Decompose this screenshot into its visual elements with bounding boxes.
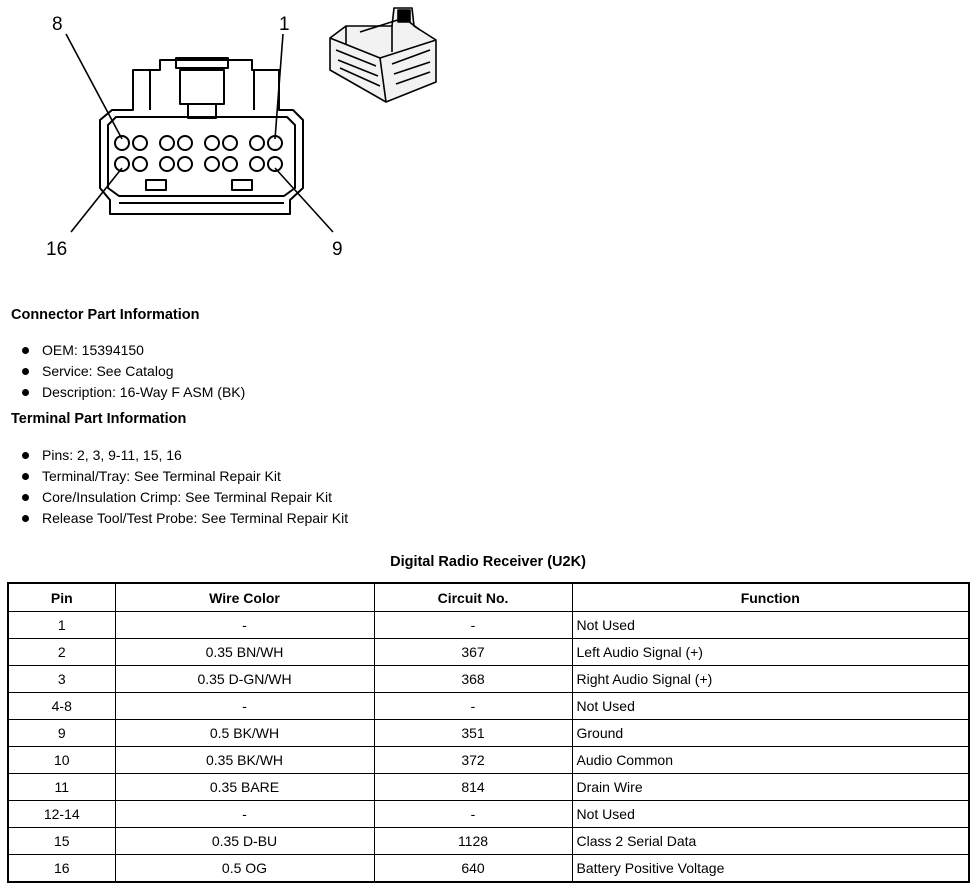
connector-3d-icon xyxy=(330,8,436,102)
cell-wire-color: 0.35 D-GN/WH xyxy=(115,666,374,693)
cell-circuit-no: 1128 xyxy=(374,828,572,855)
pin-row-bottom xyxy=(115,157,282,171)
cell-circuit-no: 372 xyxy=(374,747,572,774)
connector-diagram xyxy=(0,0,460,270)
table-row xyxy=(8,693,969,720)
cell-pin: 12-14 xyxy=(8,801,115,828)
table-row xyxy=(8,612,969,639)
cell-function: Not Used xyxy=(572,693,969,720)
cell-circuit-no: 368 xyxy=(374,666,572,693)
cell-wire-color: - xyxy=(115,693,374,720)
cell-wire-color: 0.35 BN/WH xyxy=(115,639,374,666)
connector-info-title: Connector Part Information xyxy=(11,307,200,323)
table-row xyxy=(8,774,969,801)
list-item: Pins: 2, 3, 9-11, 15, 16 xyxy=(22,445,348,466)
cell-wire-color: 0.5 OG xyxy=(115,855,374,883)
cell-wire-color: - xyxy=(115,612,374,639)
callout-16: 16 xyxy=(46,239,68,260)
table-row xyxy=(8,720,969,747)
cell-wire-color: - xyxy=(115,801,374,828)
bullet-icon xyxy=(22,452,29,459)
callout-9: 9 xyxy=(332,239,343,260)
cell-circuit-no: - xyxy=(374,693,572,720)
bullet-icon xyxy=(22,473,29,480)
cell-pin: 2 xyxy=(8,639,115,666)
column-header-pin: Pin xyxy=(8,583,115,612)
terminal-info-title: Terminal Part Information xyxy=(11,411,187,427)
cell-wire-color: 0.35 BARE xyxy=(115,774,374,801)
cell-function: Battery Positive Voltage xyxy=(572,855,969,883)
cell-circuit-no: 640 xyxy=(374,855,572,883)
cell-pin: 3 xyxy=(8,666,115,693)
table-row xyxy=(8,855,969,883)
terminal-info-list xyxy=(22,445,348,529)
list-item: OEM: 15394150 xyxy=(22,340,245,361)
cell-pin: 9 xyxy=(8,720,115,747)
cell-pin: 1 xyxy=(8,612,115,639)
bullet-icon xyxy=(22,515,29,522)
column-header-wire-color: Wire Color xyxy=(115,583,374,612)
table-row xyxy=(8,801,969,828)
bullet-icon xyxy=(22,389,29,396)
cell-pin: 16 xyxy=(8,855,115,883)
cell-function: Left Audio Signal (+) xyxy=(572,639,969,666)
table-row xyxy=(8,639,969,666)
column-header-function: Function xyxy=(572,583,969,612)
table-header-row xyxy=(8,583,969,612)
bullet-icon xyxy=(22,347,29,354)
cell-circuit-no: 367 xyxy=(374,639,572,666)
list-item: Terminal/Tray: See Terminal Repair Kit xyxy=(22,466,348,487)
cell-function: Drain Wire xyxy=(572,774,969,801)
column-header-circuit-no: Circuit No. xyxy=(374,583,572,612)
cell-function: Not Used xyxy=(572,612,969,639)
cell-function: Not Used xyxy=(572,801,969,828)
cell-wire-color: 0.35 BK/WH xyxy=(115,747,374,774)
table-row xyxy=(8,747,969,774)
cell-circuit-no: 351 xyxy=(374,720,572,747)
cell-circuit-no: - xyxy=(374,612,572,639)
cell-circuit-no: 814 xyxy=(374,774,572,801)
table-row xyxy=(8,666,969,693)
cell-circuit-no: - xyxy=(374,801,572,828)
list-item: Description: 16-Way F ASM (BK) xyxy=(22,382,245,403)
connector-info-list xyxy=(22,340,245,403)
cell-wire-color: 0.35 D-BU xyxy=(115,828,374,855)
leader-line-8 xyxy=(66,34,122,139)
bullet-icon xyxy=(22,368,29,375)
cell-pin: 4-8 xyxy=(8,693,115,720)
list-item: Core/Insulation Crimp: See Terminal Repair Kit xyxy=(22,487,348,508)
cell-pin: 10 xyxy=(8,747,115,774)
list-item: Service: See Catalog xyxy=(22,361,245,382)
bullet-icon xyxy=(22,494,29,501)
cell-function: Class 2 Serial Data xyxy=(572,828,969,855)
leader-line-1 xyxy=(275,34,283,139)
leader-line-16 xyxy=(71,168,122,232)
cell-pin: 11 xyxy=(8,774,115,801)
cell-function: Right Audio Signal (+) xyxy=(572,666,969,693)
cell-function: Audio Common xyxy=(572,747,969,774)
callout-1: 1 xyxy=(279,14,290,35)
pinout-table xyxy=(7,582,970,883)
pin-row-top xyxy=(115,136,282,150)
cell-wire-color: 0.5 BK/WH xyxy=(115,720,374,747)
cell-function: Ground xyxy=(572,720,969,747)
table-title: Digital Radio Receiver (U2K) xyxy=(390,554,586,570)
pin-cavities xyxy=(115,136,282,171)
table-row xyxy=(8,828,969,855)
cell-pin: 15 xyxy=(8,828,115,855)
list-item: Release Tool/Test Probe: See Terminal Repair Kit xyxy=(22,508,348,529)
callout-8: 8 xyxy=(52,14,63,35)
